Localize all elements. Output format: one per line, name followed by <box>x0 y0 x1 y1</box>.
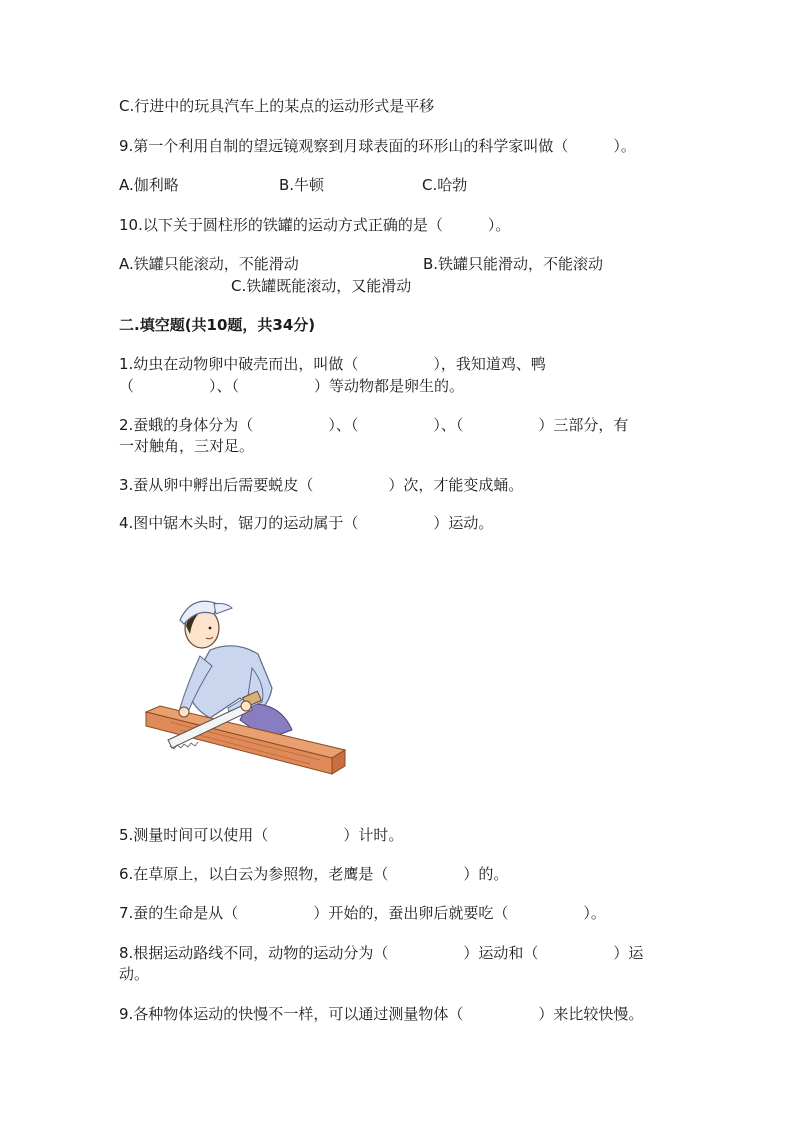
section-heading: 二.填空题(共10题，共34分) <box>119 316 316 334</box>
q10-text: 10.以下关于圆柱形的铁罐的运动方式正确的是（ ）。 <box>119 216 511 234</box>
q9-option-c: C.哈勃 <box>422 176 468 194</box>
fill-item-5: 5.测量时间可以使用（ ）计时。 <box>119 826 404 844</box>
fill-item-3: 3.蚕从卵中孵出后需要蜕皮（ ）次，才能变成蛹。 <box>119 476 524 494</box>
q9-option-b: B.牛顿 <box>279 176 325 194</box>
person-sawing-wood-illustration <box>140 590 350 780</box>
q10-option-a: A.铁罐只能滚动，不能滑动 <box>119 255 299 273</box>
fill-item-4: 4.图中锯木头时，锯刀的运动属于（ ）运动。 <box>119 514 494 532</box>
fill-item-2-line-2: 一对触角，三对足。 <box>119 437 255 455</box>
q10-option-c: C.铁罐既能滚动，又能滑动 <box>231 277 412 295</box>
q8-option-c: C.行进中的玩具汽车上的某点的运动形式是平移 <box>119 97 435 115</box>
fill-item-8-line-2: 动。 <box>119 965 150 983</box>
fill-item-6: 6.在草原上，以白云为参照物，老鹰是（ ）的。 <box>119 865 509 883</box>
fill-item-7: 7.蚕的生命是从（ ）开始的，蚕出卵后就要吃（ ）。 <box>119 904 606 922</box>
fill-item-2-line-1: 2.蚕蛾的身体分为（ ）、（ ）、（ ）三部分，有 <box>119 416 629 434</box>
q9-text: 9.第一个利用自制的望远镜观察到月球表面的环形山的科学家叫做（ ）。 <box>119 137 636 155</box>
q10-option-b: B.铁罐只能滑动，不能滚动 <box>423 255 604 273</box>
fill-item-1-line-1: 1.幼虫在动物卵中破壳而出，叫做（ ），我知道鸡、鸭 <box>119 355 546 373</box>
fill-item-9: 9.各种物体运动的快慢不一样，可以通过测量物体（ ）来比较快慢。 <box>119 1005 644 1023</box>
fill-item-8-line-1: 8.根据运动路线不同，动物的运动分为（ ）运动和（ ）运 <box>119 944 644 962</box>
fill-item-1-line-2: （ ）、（ ）等动物都是卵生的。 <box>119 377 465 395</box>
q9-option-a: A.伽利略 <box>119 176 179 194</box>
